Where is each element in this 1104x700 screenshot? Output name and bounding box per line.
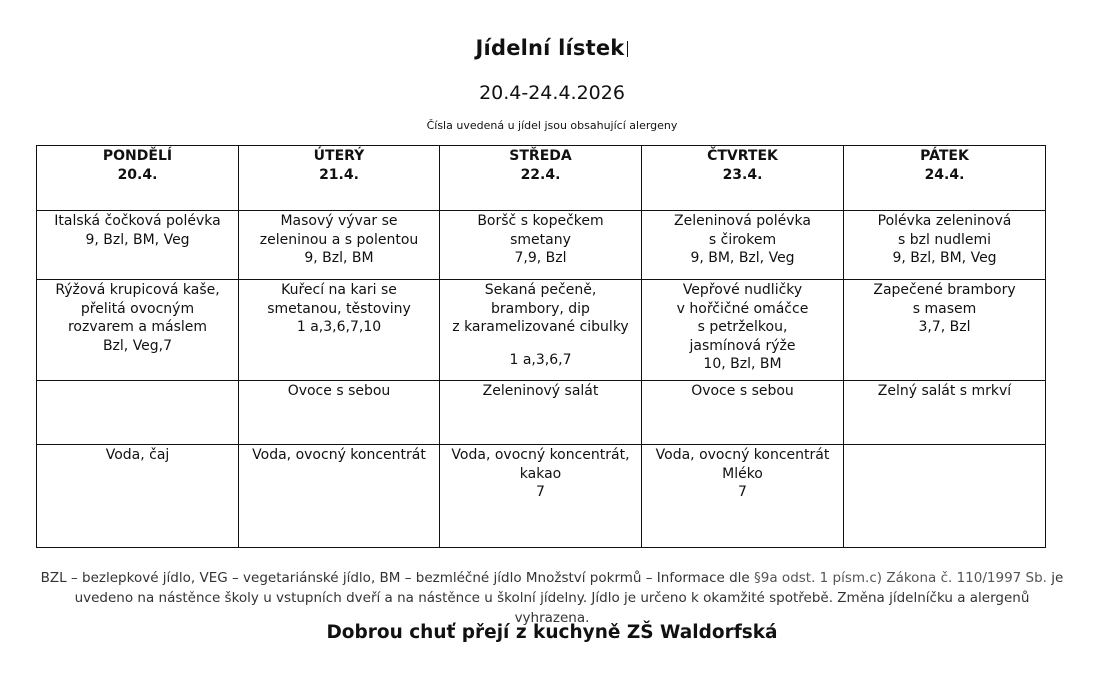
menu-cell	[844, 211, 1046, 280]
day-date: 24.4.	[924, 166, 965, 183]
menu-line: s petrželkou,	[697, 319, 788, 335]
menu-cell	[642, 445, 844, 548]
menu-line: smetany	[510, 231, 571, 248]
day-date: 20.4.	[117, 166, 158, 183]
day-header-friday	[844, 146, 1046, 211]
menu-cell	[37, 445, 239, 548]
menu-line: 9, BM, Bzl, Veg	[690, 250, 795, 266]
day-name: PONDĚLÍ	[102, 148, 173, 164]
legend-text: BZL – bezlepkové jídlo, VEG – vegetariánské jídlo, BM – bezmléčné jídlo	[40, 570, 526, 586]
menu-line: z karamelizované cibulky	[452, 319, 629, 335]
menu-line: s masem	[912, 300, 977, 317]
menu-line: 7	[536, 484, 545, 500]
law-reference: §9a odst. 1 písm.c) Zákona č. 110/1997 Sb.	[754, 570, 1047, 586]
menu-line: Mléko	[722, 465, 763, 482]
menu-line: s čirokem	[708, 231, 777, 248]
menu-cell	[844, 445, 1046, 548]
menu-cell	[844, 381, 1046, 445]
menu-line: 7	[738, 484, 747, 500]
menu-line: 3,7, Bzl	[918, 319, 971, 335]
day-header-row	[37, 146, 1046, 211]
menu-line: Kuřecí na kari se	[281, 282, 397, 298]
menu-cell	[239, 280, 440, 381]
menu-line: v hořčičné omáčce	[676, 300, 809, 317]
soup-row	[37, 211, 1046, 280]
menu-cell	[440, 280, 642, 381]
day-name: ÚTERÝ	[313, 148, 365, 164]
menu-line: Italská čočková polévka	[54, 213, 221, 229]
menu-line: s bzl nudlemi	[898, 231, 991, 248]
day-header-wednesday	[440, 146, 642, 211]
menu-line: Rýžová krupicová kaše,	[55, 282, 220, 298]
menu-cell	[642, 381, 844, 445]
menu-line: Zeleninová polévka	[674, 213, 811, 229]
menu-line: Vepřové nudličky	[682, 282, 803, 298]
menu-line: 10, Bzl, BM	[703, 356, 782, 372]
week-dates: 20.4-24.4.2026	[479, 82, 625, 104]
menu-line: Sekaná pečeně,	[484, 282, 597, 298]
info-text: Množství pokrmů – Informace dle	[525, 570, 755, 586]
menu-line: smetanou, těstoviny	[267, 300, 411, 317]
menu-cell	[844, 280, 1046, 381]
menu-cell	[440, 381, 642, 445]
menu-line: 9, Bzl, BM, Veg	[85, 231, 190, 248]
menu-cell	[642, 211, 844, 280]
day-name: PÁTEK	[920, 148, 969, 164]
info-text: je uvedeno na nástěnce školy u vstupních dveří a na nástěnce u školní jídelny.	[74, 570, 1064, 606]
menu-line: rozvarem a máslem	[67, 319, 208, 335]
menu-cell	[37, 280, 239, 381]
day-date: 22.4.	[520, 166, 561, 183]
menu-line: Ovoce s sebou	[287, 383, 391, 399]
menu-line: Voda, ovocný koncentrát	[252, 447, 426, 463]
closing-text: Dobrou chuť přejí z kuchyně ZŠ Waldorfská	[326, 622, 778, 643]
menu-line: 1 a,3,6,7,10	[296, 319, 382, 335]
menu-line: 1 a,3,6,7	[509, 351, 572, 368]
spacer	[444, 337, 637, 351]
day-header-thursday	[642, 146, 844, 211]
menu-line: zeleninou a s polentou	[259, 231, 419, 248]
menu-line: Masový vývar se	[280, 213, 398, 229]
drink-row	[37, 445, 1046, 548]
info-text: Jídlo je určeno k okamžité spotřebě. Změna jídelníčku a alergenů vyhrazena.	[514, 590, 1030, 626]
menu-line: Polévka zeleninová	[877, 213, 1012, 229]
menu-line: Boršč s kopečkem	[477, 213, 604, 229]
footer-note	[40, 568, 1064, 628]
day-name: ČTVRTEK	[707, 148, 778, 164]
menu-line: Zeleninový salát	[482, 383, 599, 399]
menu-cell	[440, 211, 642, 280]
page-title	[0, 36, 1104, 60]
allergen-note: Čísla uvedená u jídel jsou obsahující alergeny	[426, 119, 678, 132]
menu-line: 9, Bzl, BM, Veg	[892, 250, 997, 266]
title-text: Jídelní lístek	[475, 36, 625, 60]
menu-line: 7,9, Bzl	[514, 250, 567, 266]
main-course-row	[37, 280, 1046, 381]
menu-cell	[440, 445, 642, 548]
menu-line: kakao	[519, 465, 562, 482]
menu-line: Bzl, Veg,7	[102, 337, 173, 354]
menu-line: 9, Bzl, BM	[304, 250, 374, 266]
menu-cell	[37, 381, 239, 445]
menu-line: přelitá ovocným	[80, 300, 195, 317]
menu-line: Ovoce s sebou	[691, 383, 794, 399]
menu-cell	[239, 445, 440, 548]
menu-line: jasmínová rýže	[689, 337, 796, 354]
day-date: 21.4.	[319, 166, 359, 183]
text-cursor	[627, 41, 628, 57]
menu-cell	[239, 211, 440, 280]
day-date: 23.4.	[722, 166, 763, 183]
menu-cell	[37, 211, 239, 280]
side-row	[37, 381, 1046, 445]
menu-line: Zapečené brambory	[873, 282, 1016, 298]
day-header-tuesday	[239, 146, 440, 211]
menu-table	[36, 145, 1046, 548]
menu-line: Voda, čaj	[105, 447, 170, 463]
menu-line: Voda, ovocný koncentrát,	[451, 447, 630, 463]
menu-line: Zelný salát s mrkví	[877, 383, 1012, 399]
menu-cell	[642, 280, 844, 381]
menu-cell	[239, 381, 440, 445]
menu-line: Voda, ovocný koncentrát	[655, 447, 830, 463]
day-header-monday	[37, 146, 239, 211]
menu-line: brambory, dip	[491, 300, 590, 317]
day-name: STŘEDA	[509, 148, 572, 164]
